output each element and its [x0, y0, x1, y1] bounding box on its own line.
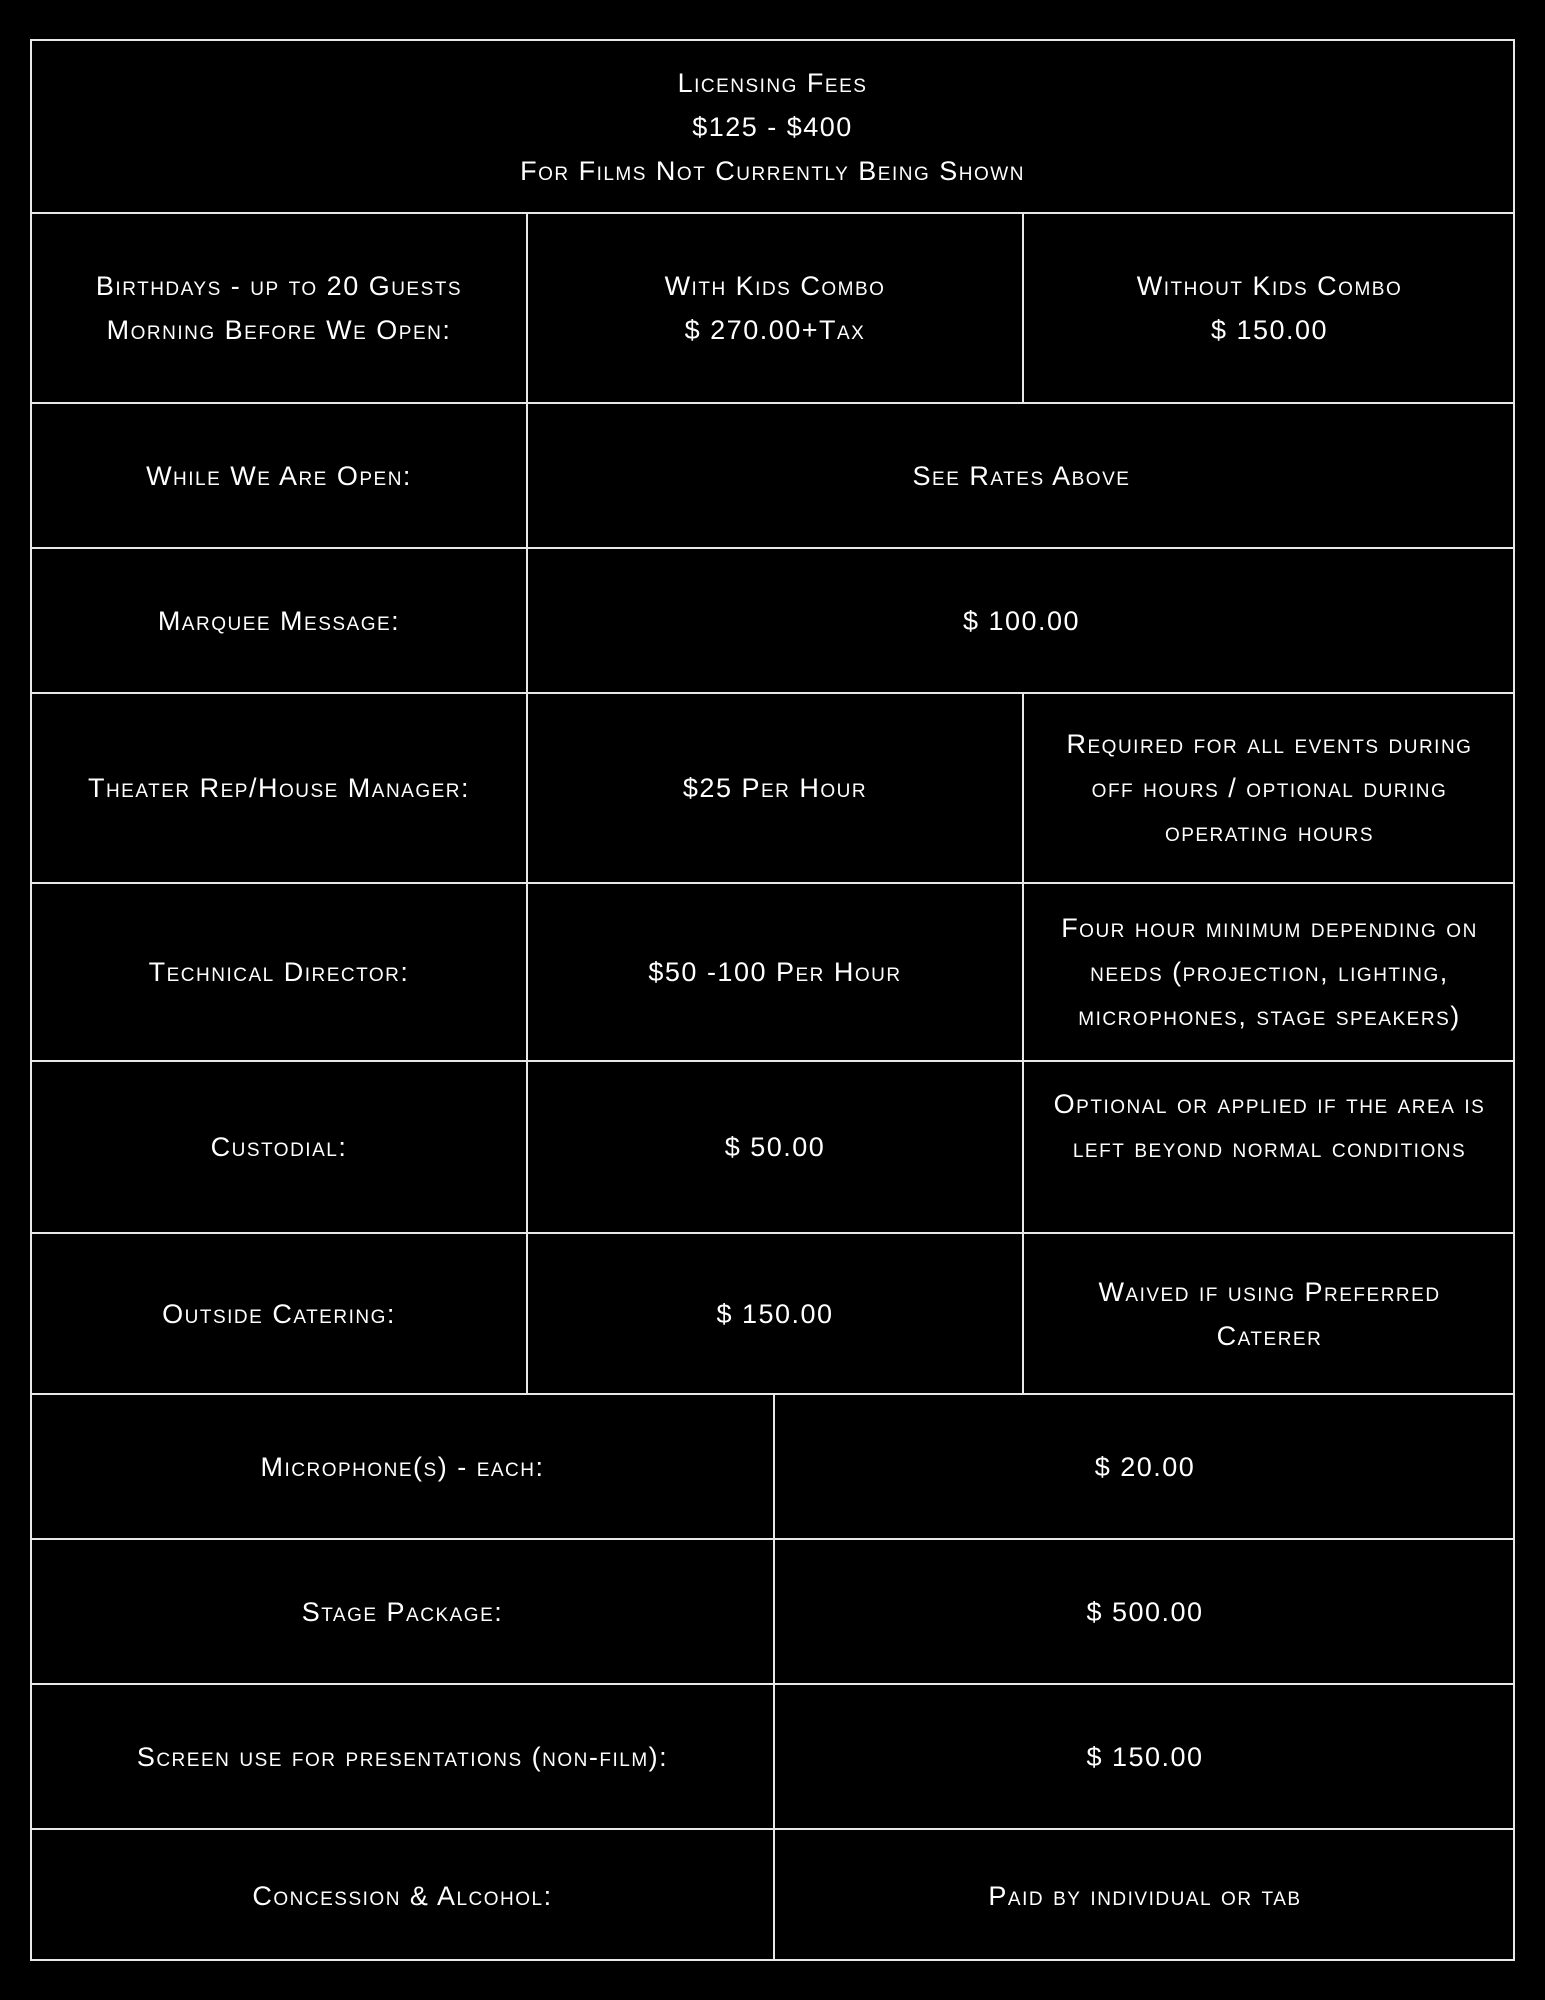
technical-director-value: $50 -100 Per Hour [526, 884, 1022, 1060]
theater-rep-label: Theater Rep/House Manager: [87, 773, 471, 803]
custodial-label: Custodial: [210, 1132, 348, 1162]
with-kids-combo-title: With Kids Combo [664, 271, 886, 301]
concession-label: Concession & Alcohol: [252, 1880, 553, 1911]
birthdays-label-cell [32, 214, 526, 402]
without-kids-combo-cell [1022, 214, 1515, 402]
marquee-label: Marquee Message: [157, 605, 401, 636]
custodial-note: Optional or applied if the area is left beyond normal conditions [1022, 1062, 1515, 1232]
birthdays-label-line1: Birthdays - up to 20 Guests [95, 271, 463, 301]
marquee-value: $ 100.00 [526, 549, 1515, 692]
outside-catering-label: Outside Catering: [162, 1298, 396, 1329]
theater-rep-value: $25 Per Hour [526, 694, 1022, 882]
outside-catering-row [32, 1234, 1513, 1395]
birthdays-label-line2: Morning Before We Open: [106, 315, 452, 345]
licensing-fees-price: $125 - $400 [692, 111, 853, 142]
technical-director-note: Four hour minimum depending on needs (projection, lighting, microphones, stage speakers) [1022, 884, 1515, 1060]
technical-director-label: Technical Director: [148, 957, 410, 987]
custodial-value: $ 50.00 [526, 1062, 1022, 1232]
licensing-fees-note: For Films Not Currently Being Shown [520, 155, 1025, 186]
concession-value: Paid by individual or tab [773, 1830, 1515, 1961]
without-kids-combo-title: Without Kids Combo [1136, 271, 1403, 301]
technical-director-row [32, 884, 1513, 1062]
theater-rep-note: Required for all events during off hours / optional during operating hours [1022, 694, 1515, 882]
microphones-label: Microphone(s) - each: [260, 1451, 545, 1482]
stage-package-value: $ 500.00 [773, 1540, 1515, 1683]
theater-rep-row [32, 694, 1513, 884]
microphones-row [32, 1395, 1513, 1540]
microphones-value: $ 20.00 [773, 1395, 1515, 1538]
outside-catering-note: Waived if using Preferred Caterer [1022, 1234, 1515, 1393]
outside-catering-value: $ 150.00 [526, 1234, 1022, 1393]
without-kids-combo-price: $ 150.00 [1210, 315, 1329, 345]
with-kids-combo-price: $ 270.00+Tax [684, 315, 866, 345]
while-open-value: See Rates Above [526, 404, 1515, 547]
marquee-row [32, 549, 1513, 694]
rate-table [30, 39, 1515, 1961]
stage-package-label: Stage Package: [301, 1596, 504, 1627]
birthdays-row [32, 214, 1513, 404]
while-open-row [32, 404, 1513, 549]
custodial-row [32, 1062, 1513, 1234]
with-kids-combo-cell [526, 214, 1022, 402]
licensing-fees-row [32, 41, 1513, 214]
stage-package-row [32, 1540, 1513, 1685]
screen-use-value: $ 150.00 [773, 1685, 1515, 1828]
concession-row [32, 1830, 1513, 1961]
licensing-fees-title: Licensing Fees [677, 67, 868, 98]
while-open-label: While We Are Open: [146, 460, 412, 491]
licensing-fees-cell [32, 41, 1513, 212]
screen-use-label: Screen use for presentations (non-film): [136, 1741, 669, 1772]
screen-use-row [32, 1685, 1513, 1830]
